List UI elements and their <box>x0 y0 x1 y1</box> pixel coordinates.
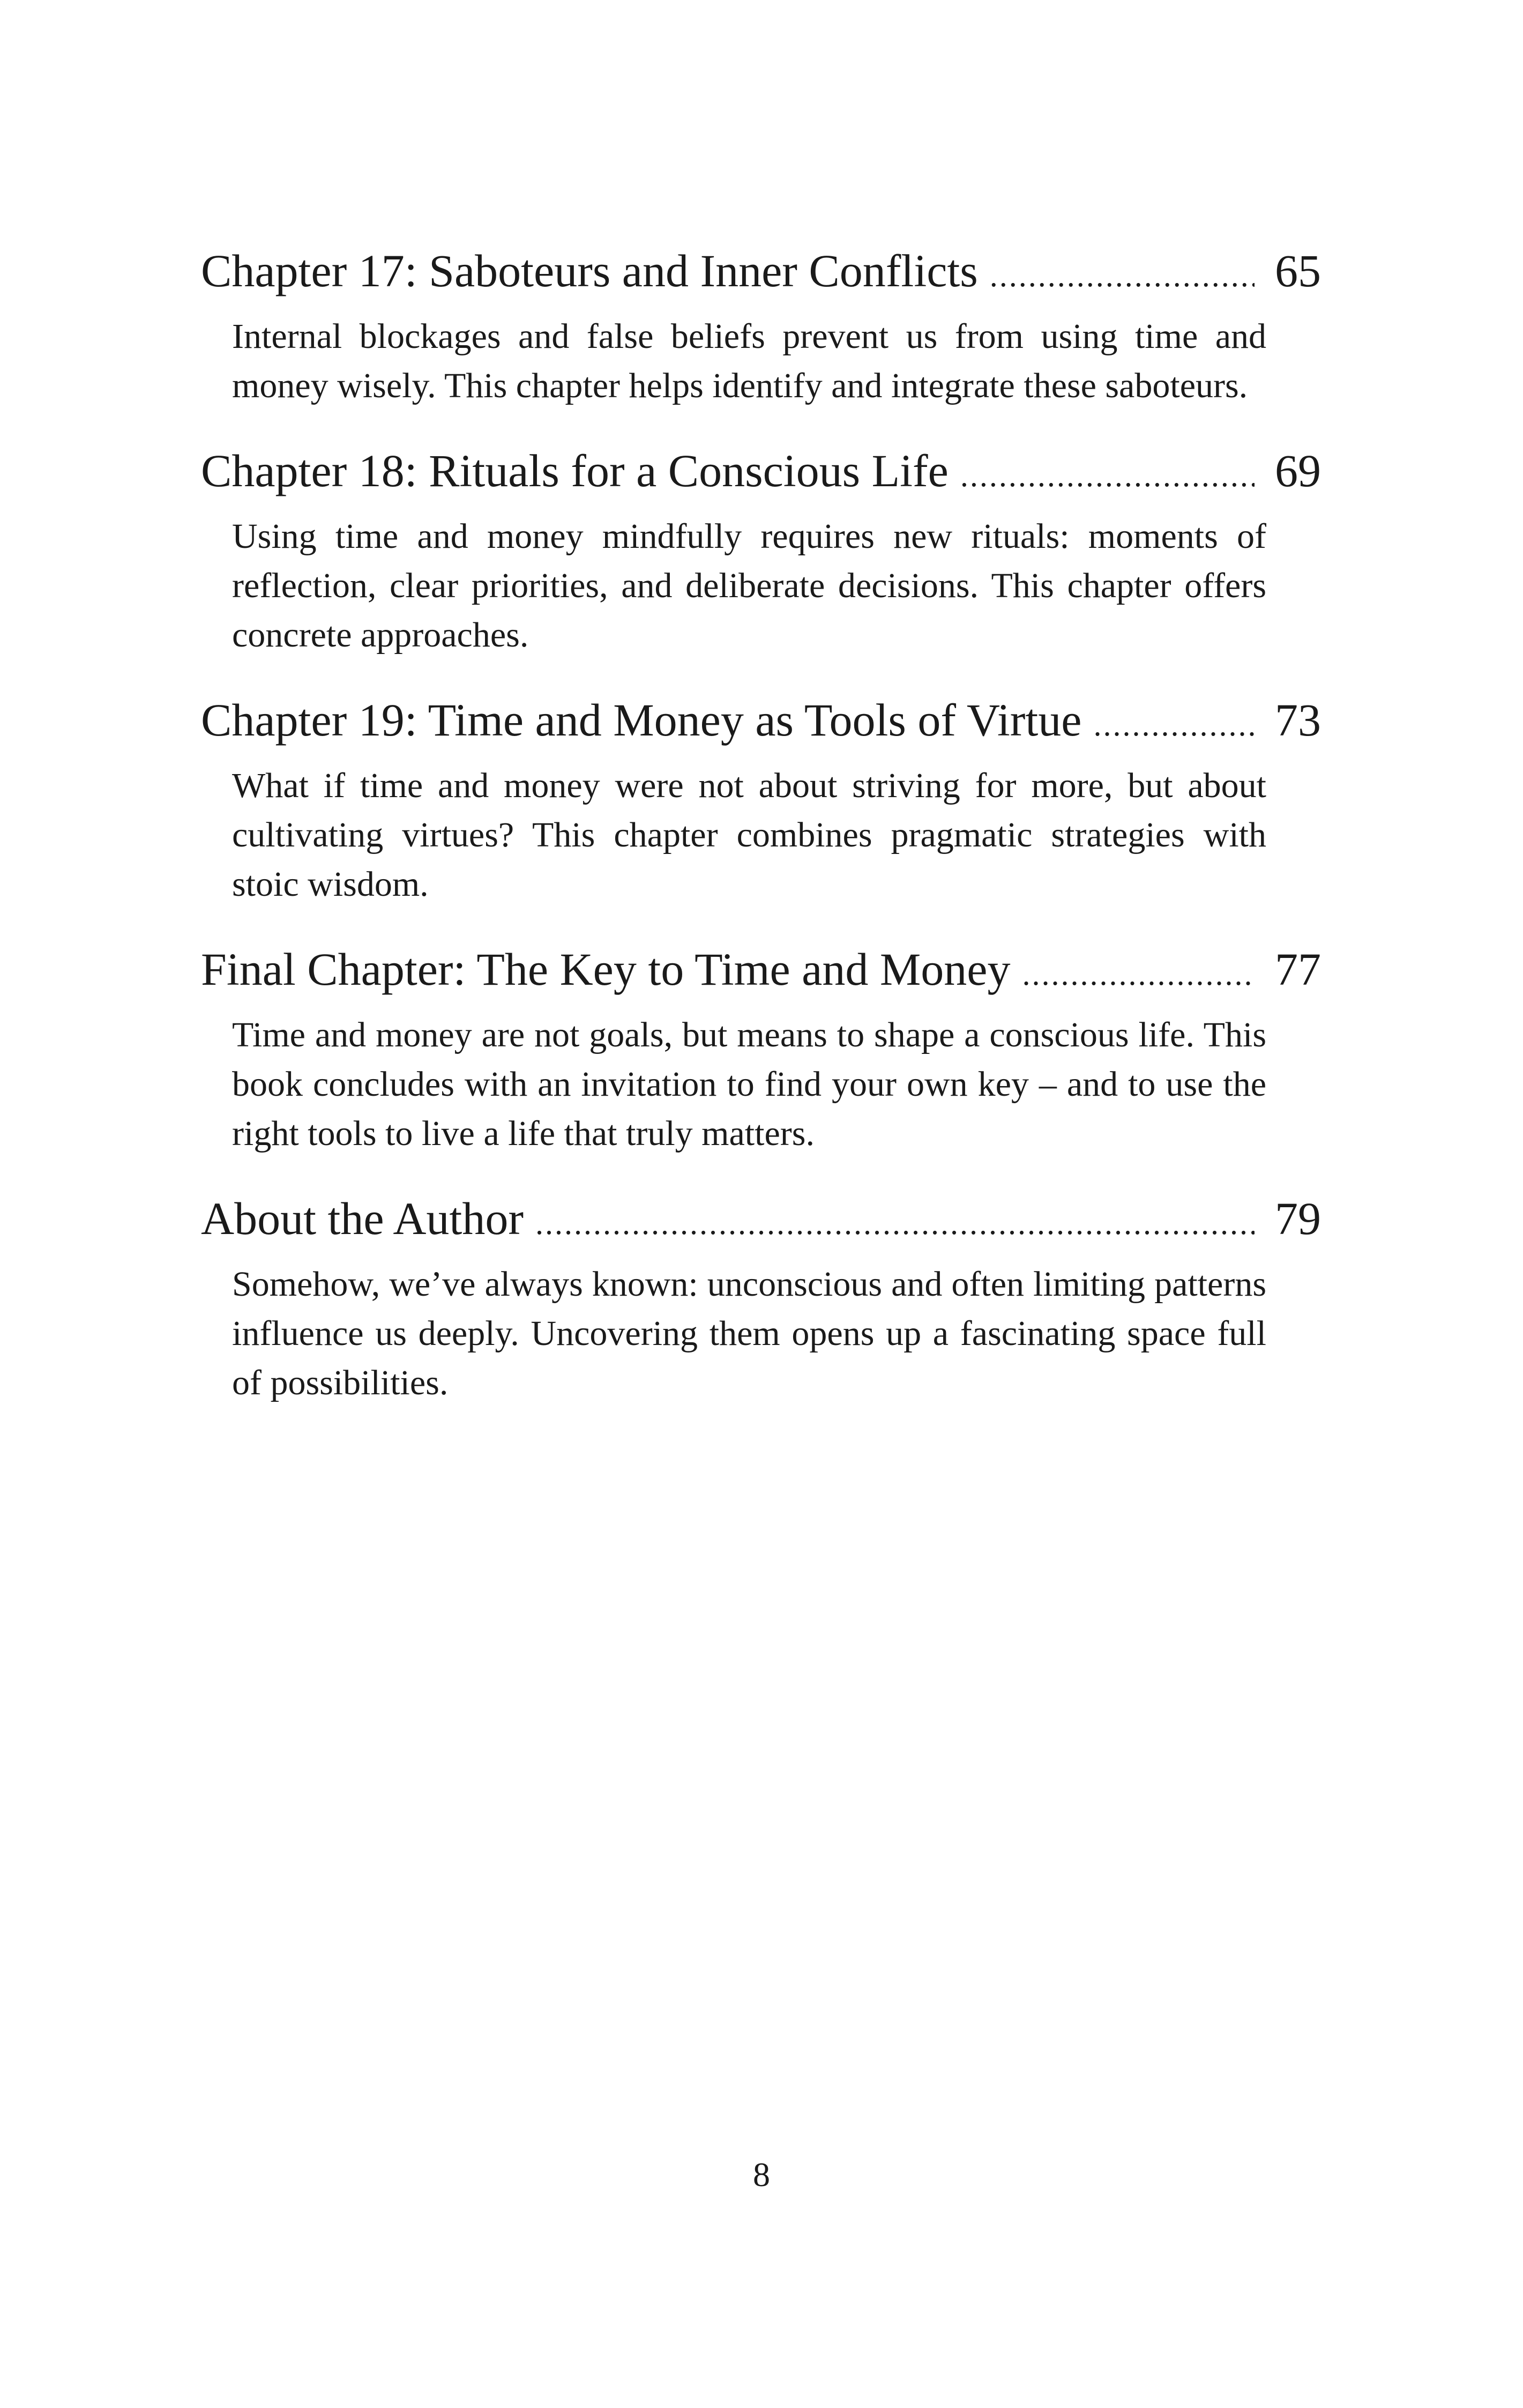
chapter-page-number: 73 <box>1275 694 1321 746</box>
chapter-page-number: 65 <box>1275 245 1321 296</box>
chapter-description: What if time and money were not about striving for more, but about cultivating virtues? This chapter combines pragmatic strategies with stoic wisdom. <box>232 766 1266 904</box>
toc-entry <box>201 439 1321 660</box>
toc-entry <box>201 937 1321 1158</box>
table-of-contents <box>201 239 1321 1436</box>
chapter-page-number: 69 <box>1275 445 1321 496</box>
chapter-page-number: 79 <box>1275 1193 1321 1244</box>
chapter-description: Using time and money mindfully requires new rituals: moments of reflection, clear priorities, and deliberate decisions. This chapter offers concrete approaches. <box>232 517 1266 655</box>
chapter-title: Final Chapter: The Key to Time and Money <box>201 943 1011 995</box>
chapter-title: Chapter 19: Time and Money as Tools of Virtue <box>201 694 1082 746</box>
toc-entry-heading[interactable] <box>201 1186 1321 1255</box>
dot-leader <box>535 1191 1255 1255</box>
chapter-title: Chapter 18: Rituals for a Conscious Life <box>201 445 949 496</box>
chapter-title: Chapter 17: Saboteurs and Inner Conflicts <box>201 245 978 296</box>
dot-leader <box>1093 693 1255 757</box>
toc-entry-heading[interactable] <box>201 937 1321 1006</box>
chapter-description: Internal blockages and false beliefs prevent us from using time and money wisely. This chapter helps identify and integrate these saboteurs. <box>232 317 1266 405</box>
chapter-page-number: 77 <box>1275 943 1321 995</box>
dot-leader <box>960 443 1255 508</box>
toc-entry <box>201 1186 1321 1408</box>
chapter-description: Somehow, we’ve always known: unconscious and often limiting patterns influence us deeply. Uncovering them opens up a fascinating space full of possibilities. <box>232 1265 1266 1402</box>
toc-entry <box>201 239 1321 411</box>
chapter-description: Time and money are not goals, but means to shape a conscious life. This book concludes with an invitation to find your own key – and to use the right tools to live a life that truly matters. <box>232 1015 1266 1153</box>
toc-entry-heading[interactable] <box>201 688 1321 757</box>
chapter-title: About the Author <box>201 1193 524 1244</box>
toc-entry-heading[interactable] <box>201 239 1321 308</box>
toc-entry <box>201 688 1321 909</box>
toc-entry-heading[interactable] <box>201 439 1321 508</box>
dot-leader <box>990 243 1255 308</box>
page-number: 8 <box>753 2156 770 2194</box>
dot-leader <box>1022 942 1255 1006</box>
